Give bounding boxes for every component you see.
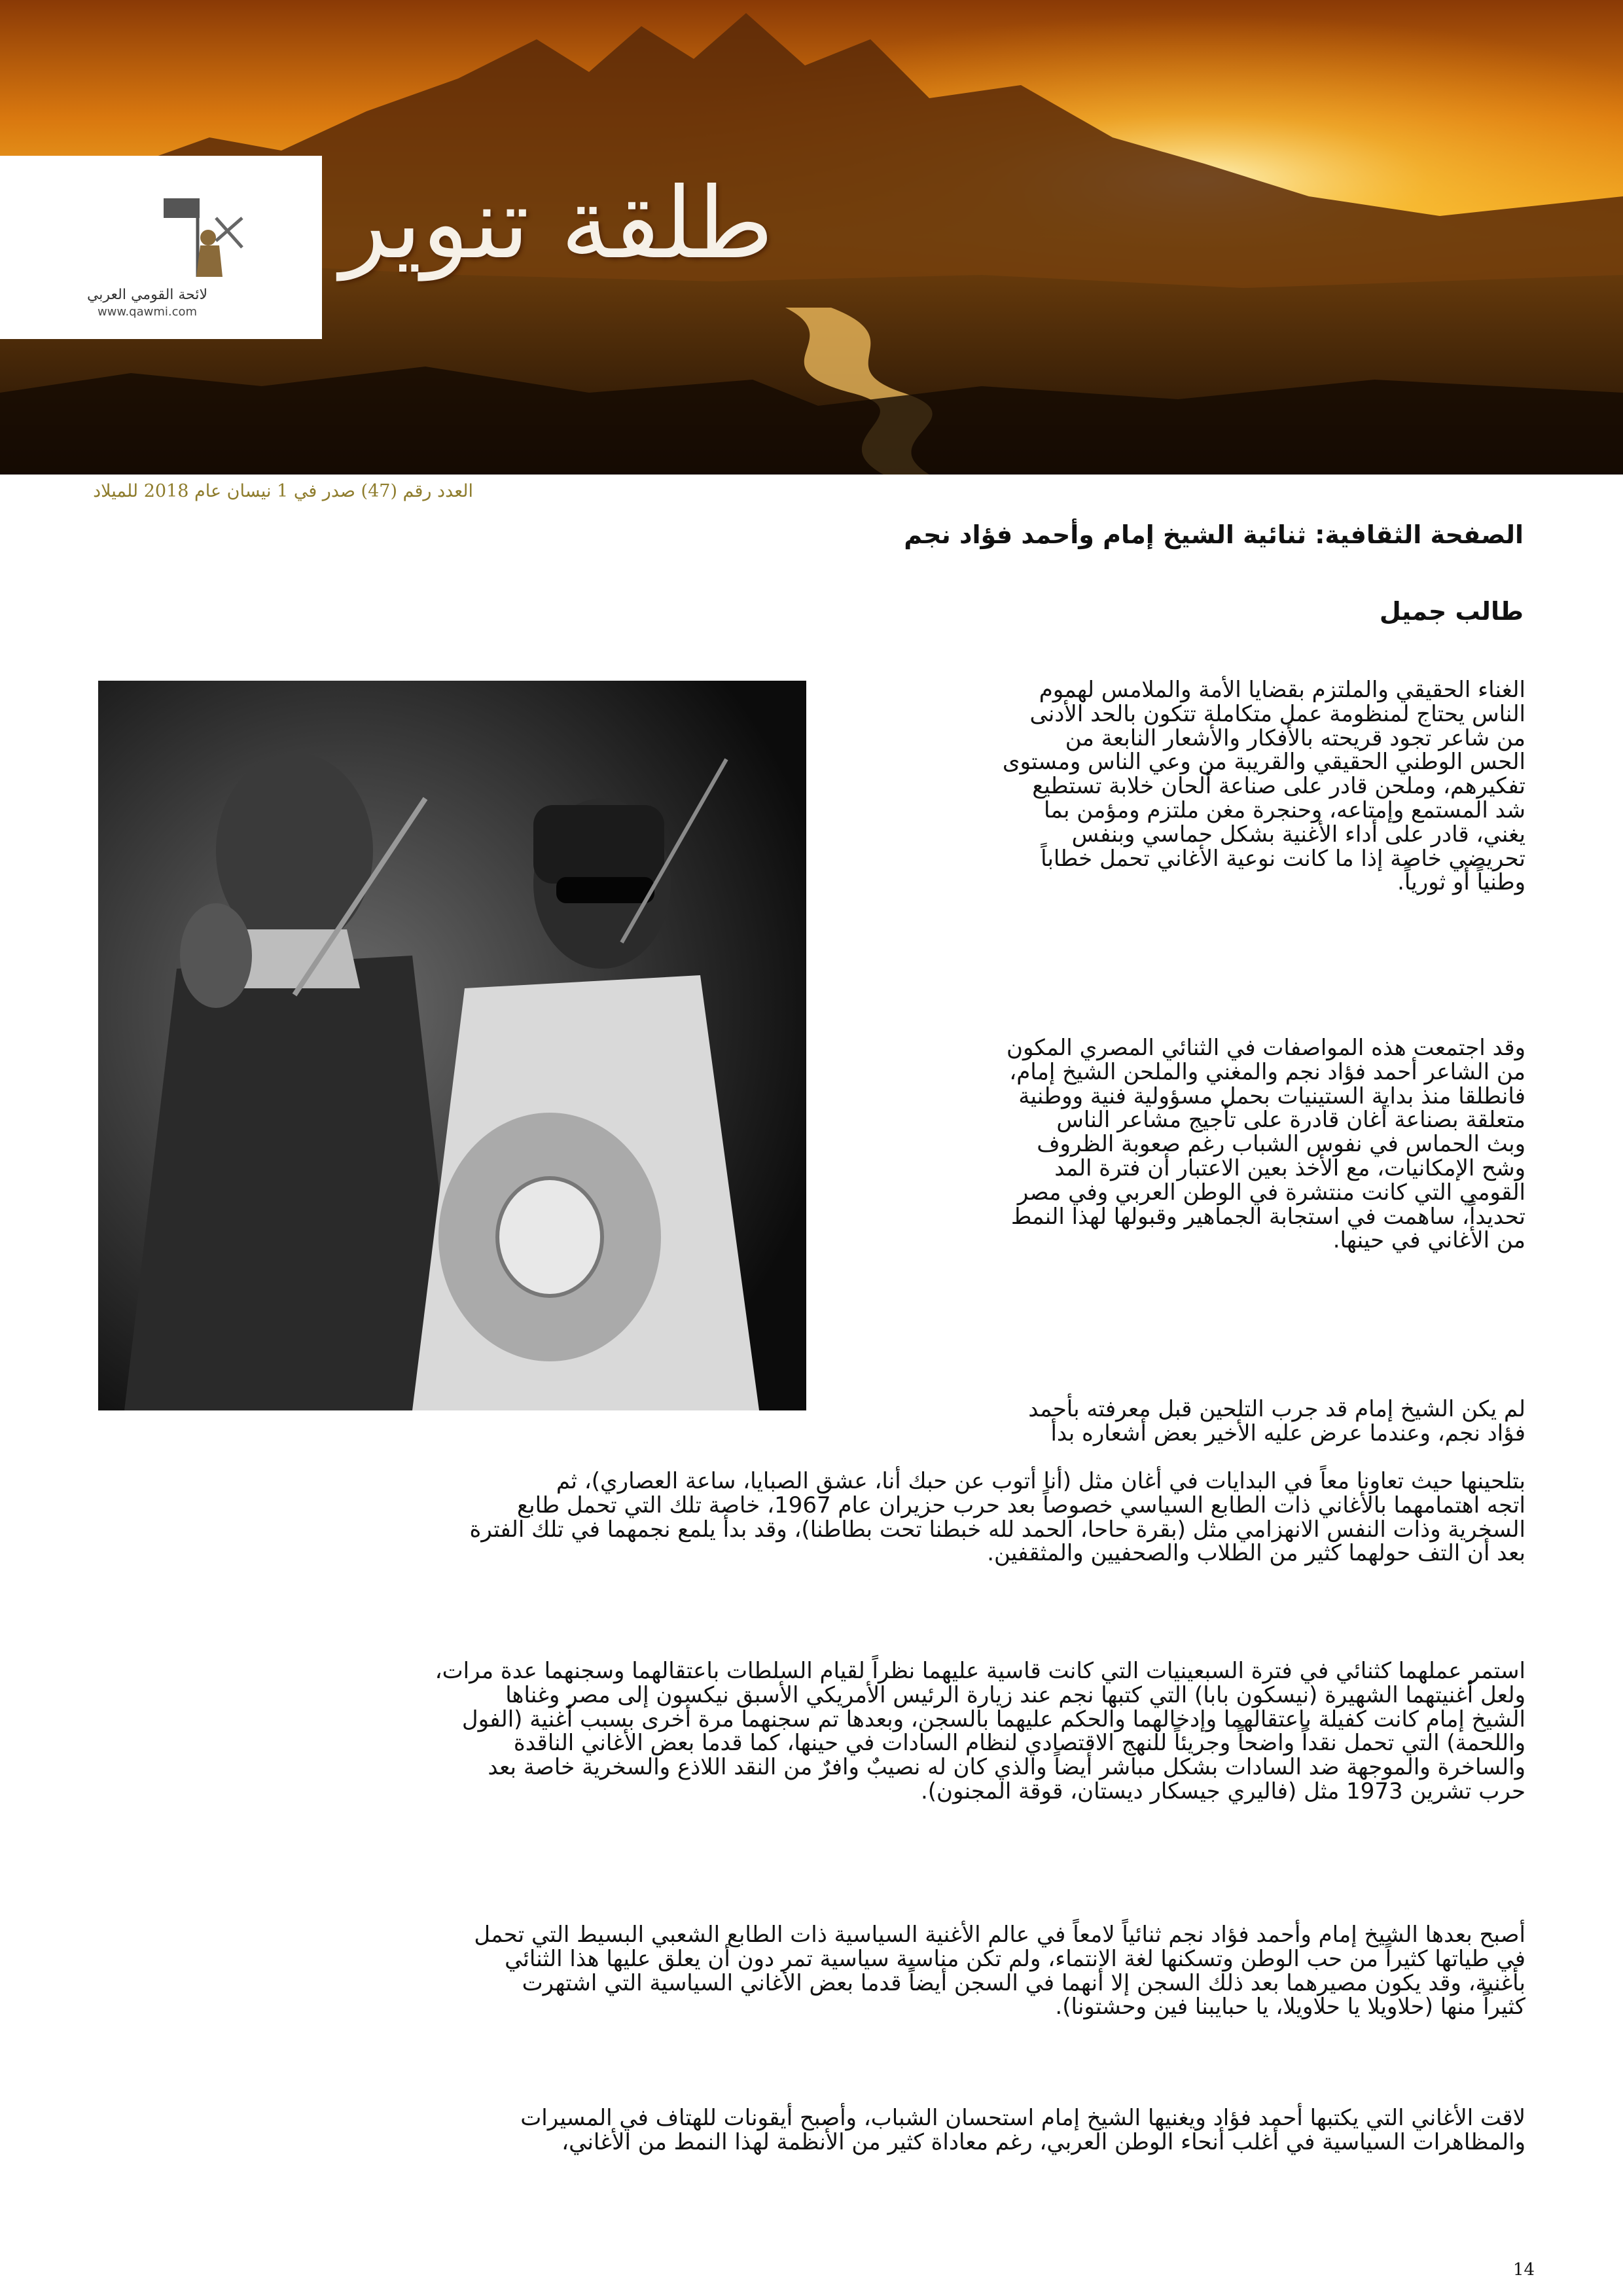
flag-bearer-icon <box>157 192 249 283</box>
text-line: ولعل أغنيتهما الشهيرة (نيسكون بابا) التي كتبها نجم عند زيارة الرئيس الأمريكي الأسبق نيكسون إلى مصر وغناها <box>505 1681 1525 1708</box>
text-line: تحديداً، ساهمت في استجابة الجماهير وقبولها لهذا النمط <box>1010 1203 1525 1230</box>
text-line: حرب تشرين 1973 مثل (فاليري جيسكار ديستان، قوقة المجنون). <box>920 1778 1525 1804</box>
text-line: فانطلقا منذ بداية الستينيات بحمل مسؤولية فنية ووطنية <box>1018 1083 1525 1109</box>
text-line: تفكيرهم، وملحن قادر على صناعة ألحان خلابة تستطيع <box>1032 773 1525 800</box>
text-line: وبث الحماس في نفوس الشباب رغم صعوبة الظروف <box>1037 1131 1525 1158</box>
masthead-title: طلقة تنوير <box>340 167 774 281</box>
text-line: من شاعر تجود قريحته بالأفكار والأشعار النابعة من <box>1065 725 1525 751</box>
text-line: الشيخ إمام كانت كفيلة باعتقالهما وإدخالهما والحكم عليهما بالسجن، وبعدها تم سجنهما مرة أخرى بسبب أغنية (الفول <box>461 1706 1525 1732</box>
text-line: بتلحينها حيث تعاونا معاً في البدايات في أغان مثل (أنا أتوب عن حبك أنا، عشق الصبايا، ساعة العصاري)، ثم <box>556 1468 1525 1494</box>
text-line: في طياتها كثيراً من حب الوطن وتسكنها لغة الانتماء، ولم تكن مناسبة سياسية تمر دون أن يعلق عليها هذا الثنائي <box>505 1945 1525 1972</box>
issue-info: العدد رقم (47) صدر في 1 نيسان عام 2018 للميلاد <box>93 481 473 501</box>
paragraph-3-top <box>817 1397 1525 1446</box>
text-line: وقد اجتمعت هذه المواصفات في الثنائي المصري المكون <box>1006 1035 1525 1061</box>
text-line: بأغنية، وقد يكون مصيرهما بعد ذلك السجن إلا أنهما في السجن أيضاً قدما بعض الأغاني السياسية التي اشتهرت <box>522 1969 1525 1996</box>
paragraph-4 <box>99 1659 1525 1804</box>
text-line: يغني، قادر على أداء الأغنية بشكل حماسي وبنفس <box>1071 821 1525 848</box>
paragraph-1 <box>817 678 1525 895</box>
text-line: اتجه اهتمامهما بالأغاني ذات الطابع السياسي خصوصاً بعد حرب حزيران عام 1967، خاصة تلك التي تحمل طابع <box>517 1492 1525 1518</box>
paragraph-5 <box>99 1923 1525 2019</box>
page-number: 14 <box>1513 2260 1535 2280</box>
text-line: القومي التي كانت منتشرة في الوطن العربي وفي مصر <box>1017 1179 1525 1206</box>
text-line: استمر عملهما كثنائي في فترة السبعينيات التي كانت قاسية عليهما نظراً لقيام السلطات باعتقالهما وسجنهما عدة مرات، <box>435 1658 1525 1684</box>
text-line: فؤاد نجم، وعندما عرض عليه الأخير بعض أشعاره بدأ <box>1050 1420 1525 1446</box>
text-line: وشح الإمكانيات، مع الأخذ بعين الاعتبار أن فترة المد <box>1054 1155 1525 1181</box>
text-line: الغناء الحقيقي والملتزم بقضايا الأمة والملامس لهموم <box>1039 677 1525 703</box>
logo-organization-name: لائحة القومي العربي <box>86 287 208 303</box>
text-line: أصبح بعدها الشيخ إمام وأحمد فؤاد نجم ثنائياً لامعاً في عالم الأغنية السياسية ذات الطابع الشعبي البسيط التي تحمل <box>474 1922 1525 1948</box>
text-line: الحس الوطني الحقيقي والقريبة من وعي الناس ومستوى <box>1002 749 1525 776</box>
text-line: تحريضي خاصة إذا ما كانت نوعية الأغاني تحمل خطاباً <box>1041 845 1525 872</box>
text-line: بعد أن التف حولهما كثير من الطلاب والصحفيين والمثقفين. <box>987 1540 1525 1567</box>
article-photo <box>98 681 806 1410</box>
text-line: كثيراً منها (حلاويلا يا حلاويلا، يا حبايبنا فين وحشتونا). <box>1055 1994 1525 2020</box>
paragraph-3-bottom <box>99 1469 1525 1566</box>
text-line: متعلقة بصناعة أغان قادرة على تأجيج مشاعر الناس <box>1056 1107 1525 1134</box>
organization-logo <box>0 156 322 339</box>
text-line: لم يكن الشيخ إمام قد جرب التلحين قبل معرفته بأحمد <box>1028 1396 1525 1422</box>
paragraph-2 <box>817 1036 1525 1253</box>
text-line: واللحمة) التي تحمل نقداً واضحاً وجريئاً للنهج الاقتصادي لنظام السادات في حينها، كما قدما بعض الأغاني الناقدة <box>513 1730 1525 1757</box>
paragraph-6 <box>99 2106 1525 2155</box>
article-headline: الصفحة الثقافية: ثنائية الشيخ إمام وأحمد فؤاد نجم <box>904 520 1524 549</box>
text-line: الناس يحتاج لمنظومة عمل متكاملة تتكون بالحد الأدنى <box>1029 700 1525 727</box>
text-line: شد المستمع وإمتاعه، وحنجرة مغن ملتزم ومؤمن بما <box>1044 797 1525 823</box>
performers-photo <box>98 681 806 1410</box>
article-author: طالب جميل <box>1379 597 1524 626</box>
text-line: من الشاعر أحمد فؤاد نجم والمغني والملحن الشيخ إمام، <box>1009 1058 1525 1085</box>
text-line: والساخرة والموجهة ضد السادات بشكل مباشر أيضاً والذي كان له نصيبٌ وافرٌ من النقد اللاذع والسخرية خاصة بعد <box>488 1754 1525 1781</box>
text-line: والمظاهرات السياسية في أغلب أنحاء الوطن العربي، رغم معاداة كثير من الأنظمة لهذا النمط من الأغاني، <box>562 2128 1525 2155</box>
text-line: من الأغاني في حينها. <box>1332 1227 1525 1254</box>
text-line: لاقت الأغاني التي يكتبها أحمد فؤاد ويغنيها الشيخ إمام استحسان الشباب، وأصبح أيقونات للهتاف في المسيرات <box>520 2105 1525 2131</box>
text-line: السخرية وذات النفس الانهزامي مثل (بقرة حاحا، الحمد لله خبطنا تحت بطاطنا)، وقد بدأ يلمع نجمهما في تلك الفترة <box>469 1516 1525 1543</box>
text-line: وطنياً أو ثورياً. <box>1397 869 1525 896</box>
logo-website: www.qawmi.com <box>97 305 198 319</box>
